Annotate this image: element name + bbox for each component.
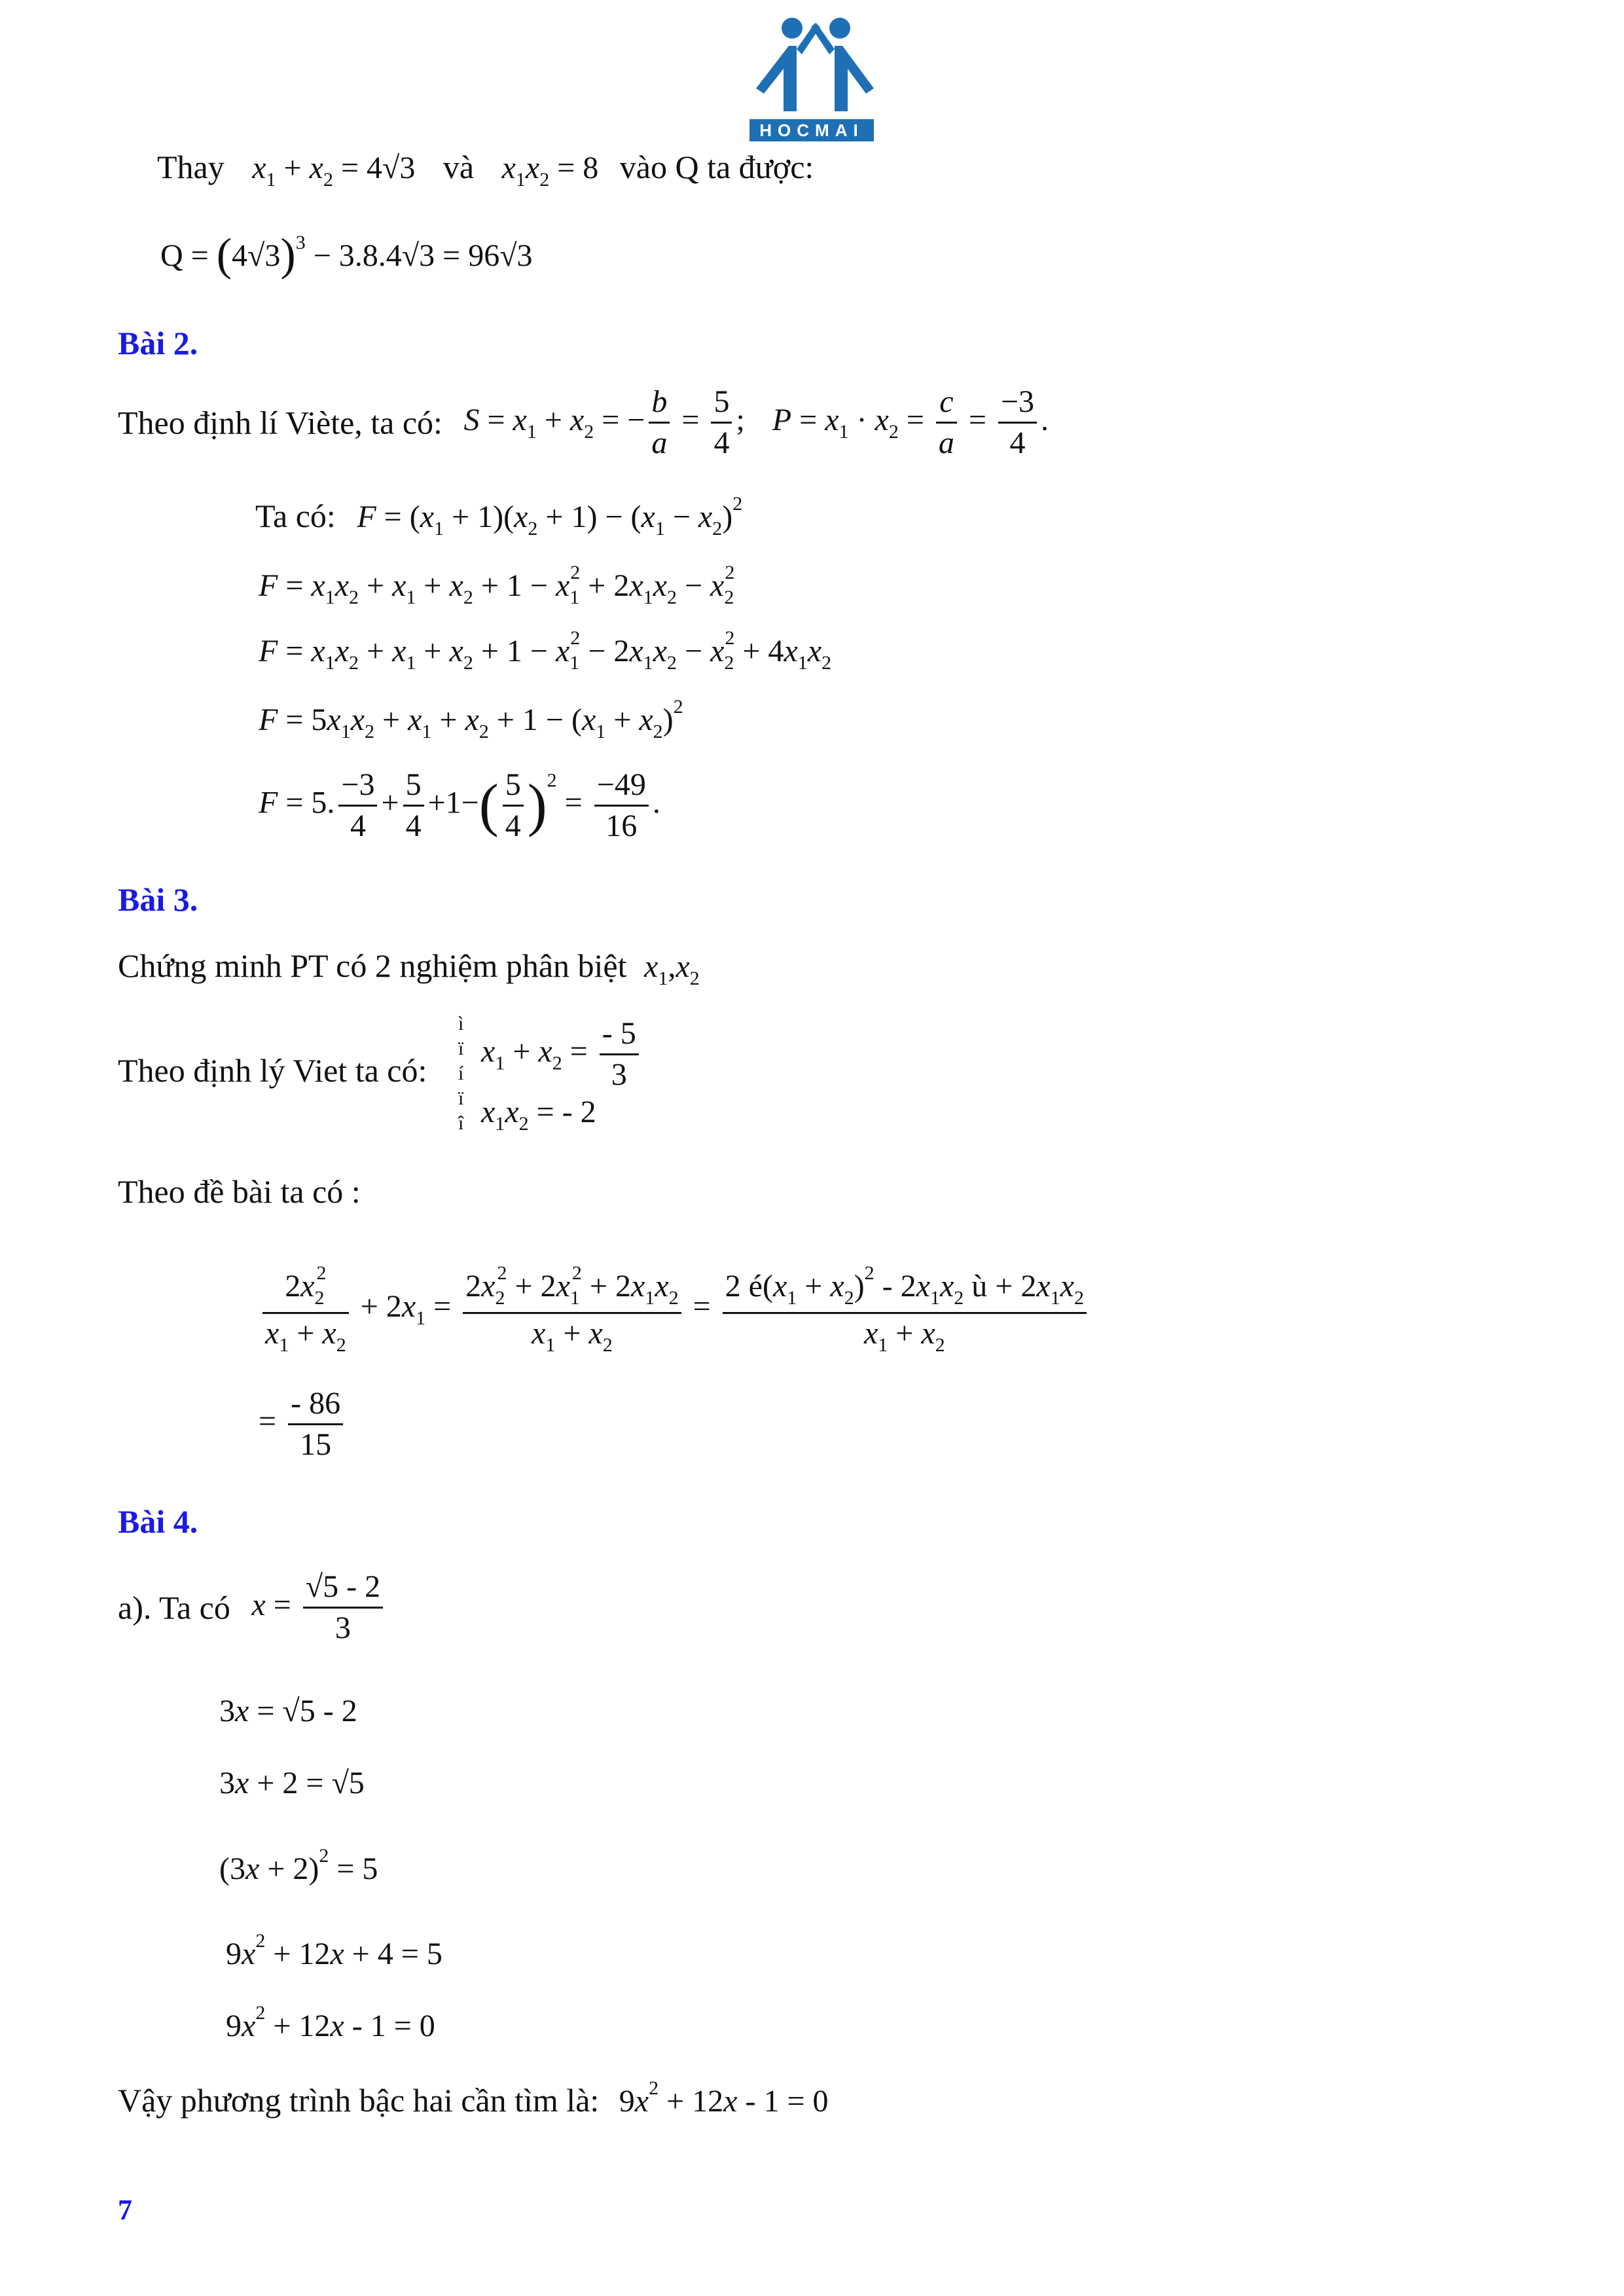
- text-vay: Vậy phương trình bậc hai cần tìm là:: [118, 2082, 600, 2119]
- eq-viet-product: $x_1x_2$ = - 2: [481, 1095, 596, 1135]
- heading-bai2: Bài 2.: [118, 325, 198, 361]
- text-va: và: [442, 149, 475, 185]
- eq-x: x = $\frac{√5 - 2}{3}$: [251, 1588, 387, 1622]
- eq-f2: $F = x_1x_2 + x_1 + x_2 + 1 - x_1^2 + 2x_1x_2 - x_2^2$: [259, 562, 735, 608]
- eq-final: $9x^2 + 12x - 1 = 0$: [226, 2002, 435, 2043]
- heading-bai3: Bài 3.: [118, 881, 198, 918]
- eq-product: $x_1x_2 = 8$: [501, 151, 599, 191]
- eq-expand: $9x^2 + 12x + 4 = 5$: [226, 1930, 442, 1971]
- line-viete: [118, 386, 1049, 459]
- text-chung-minh: Chứng minh PT có 2 nghiệm phân biệt: [118, 947, 627, 984]
- line-thay: [157, 151, 814, 190]
- heading-bai4: Bài 4.: [118, 1503, 198, 1540]
- eq-roots: $x_1,x_2$: [644, 949, 700, 989]
- text-viet-intro: Theo định lý Viet ta có:: [118, 1052, 427, 1089]
- eq-viet-sum: $x_1 + x_2$ = $\frac{- 5}{3}$: [481, 1018, 643, 1091]
- eq-s: $S = x_1 + x_2$ = − $\frac{b}{a}$ = $\frac{5}{4}$ ; $P = x_1 \cdot x_2$ = $\frac{c}{a}$ = $\frac{-3}{4}$ .: [463, 384, 1049, 460]
- eq-result: = $\frac{- 86}{15}$: [259, 1388, 347, 1461]
- hocmai-logo-text: HOCMAI: [749, 119, 874, 141]
- text-thay: Thay: [157, 149, 225, 185]
- eq-sum: $x_1 + x_2 = 4√3$: [252, 151, 416, 191]
- eq-f4: $F = 5x_1x_2 + x_1 + x_2 + 1 - (x_1 + x_2)^2$: [259, 696, 683, 742]
- text-a-taco: a). Ta có: [118, 1589, 230, 1626]
- eq-f3: $F = x_1x_2 + x_1 + x_2 + 1 - x_1^2 - 2x_1x_2 - x_2^2 + 4x_1x_2$: [259, 627, 832, 674]
- eq-answer: $9x^2 + 12x - 1 = 0$: [619, 2077, 829, 2119]
- eq-3x: 3x = √5 - 2: [219, 1694, 357, 1728]
- line-theo-de-bai: Theo đề bài ta có :: [118, 1173, 361, 1210]
- hocmai-logo: [749, 16, 880, 140]
- hocmai-logo-figures: [749, 16, 880, 115]
- line-a-taco: [118, 1571, 387, 1644]
- text-q-ta-duoc: Q ta được:: [675, 149, 814, 185]
- page-number: 7: [118, 2194, 132, 2226]
- line-chung-minh: [118, 949, 700, 989]
- text-vao: vào: [619, 149, 667, 185]
- text-viete-intro: Theo định lí Viète, ta có:: [118, 404, 442, 441]
- text-taco-f: Ta có:: [255, 498, 336, 534]
- eq-expression: $\frac{2x_2^2}{x_1 + x_2}$ + $2x_1$ = $\frac{2x_2^2 + 2x_1^2 + 2x_1x_2}{x_1 + x_2}$ = $\frac{2 é(x_1 + x_2)^2 - 2x_1x_2 ù + 2x_1x_2}{x_1 + x_2}$: [259, 1264, 1091, 1355]
- eq-3x-plus-2: 3x + 2 = √5: [219, 1766, 365, 1800]
- eq-square: $(3x + 2)^2 = 5$: [219, 1845, 378, 1886]
- system-brace: ì ï í ï î: [458, 1013, 464, 1134]
- line-f1: [255, 494, 742, 539]
- eq-f5: F = 5. $\frac{-3}{4}$ + $\frac{5}{4}$ +1−( $\frac{5}{4}$ )$^2$ = $\frac{-49}{16}$ .: [259, 767, 660, 843]
- eq-q: $Q = (4√3)^3 - 3.8.4√3 = 96√3$: [160, 230, 533, 280]
- eq-f1: $F = (x_1 + 1)(x_2 + 1) - (x_1 - x_2)^2$: [357, 493, 743, 539]
- line-vay: [118, 2079, 829, 2117]
